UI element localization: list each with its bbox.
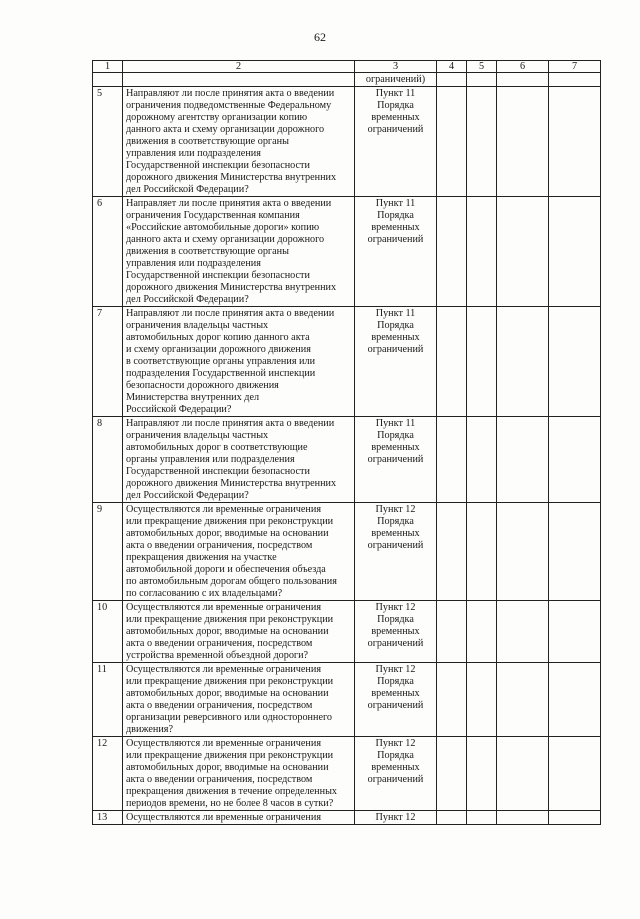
column-header: 3 [355, 61, 437, 73]
header-row [93, 61, 601, 73]
mark-cell [467, 307, 497, 417]
reference-cell: Пункт 12 Порядка временных ограничений [355, 663, 437, 737]
mark-cell [549, 73, 601, 87]
reference-cell: Пункт 11 Порядка временных ограничений [355, 197, 437, 307]
mark-cell [467, 73, 497, 87]
mark-cell [437, 811, 467, 825]
table-row [93, 811, 601, 825]
reference-cell: Пункт 11 Порядка временных ограничений [355, 87, 437, 197]
mark-cell [549, 601, 601, 663]
mark-cell [467, 811, 497, 825]
number-cell: 9 [93, 503, 123, 601]
table-row [93, 417, 601, 503]
table-row [93, 737, 601, 811]
question-cell: Осуществляются ли временные ограничения [123, 811, 355, 825]
mark-cell [497, 811, 549, 825]
mark-cell [497, 87, 549, 197]
number-cell: 12 [93, 737, 123, 811]
mark-cell [549, 197, 601, 307]
mark-cell [497, 197, 549, 307]
reference-cell: Пункт 11 Порядка временных ограничений [355, 307, 437, 417]
mark-cell [549, 811, 601, 825]
number-cell: 8 [93, 417, 123, 503]
question-cell: Направляют ли после принятия акта о введении ограничения владельцы частных автомобильных дорог копию данного акта и схему организации дорожного движения в соответствующие органы управления или подразделения Государственной инспекции безопасности дорожного движения Министерства внутренних дел Российской Федерации? [123, 307, 355, 417]
question-cell: Осуществляются ли временные ограничения или прекращение движения при реконструкции автомобильных дорог, вводимые на основании акта о введении ограничения, посредством устройства временной объездной дороги? [123, 601, 355, 663]
mark-cell [467, 197, 497, 307]
page-number: 62 [314, 30, 326, 44]
number-cell: 13 [93, 811, 123, 825]
mark-cell [549, 417, 601, 503]
reference-cell: Пункт 12 Порядка временных ограничений [355, 601, 437, 663]
question-cell [123, 73, 355, 87]
mark-cell [497, 307, 549, 417]
question-cell: Осуществляются ли временные ограничения или прекращение движения при реконструкции автомобильных дорог, вводимые на основании акта о введении ограничения, посредством организации реверсивного или одностороннего движения? [123, 663, 355, 737]
table-row [93, 601, 601, 663]
column-header: 1 [93, 61, 123, 73]
number-cell [93, 73, 123, 87]
table-row [93, 307, 601, 417]
mark-cell [467, 601, 497, 663]
mark-cell [437, 601, 467, 663]
reference-cell: Пункт 11 Порядка временных ограничений [355, 417, 437, 503]
column-header: 7 [549, 61, 601, 73]
mark-cell [467, 663, 497, 737]
table-row [93, 503, 601, 601]
reference-cell: Пункт 12 [355, 811, 437, 825]
mark-cell [437, 737, 467, 811]
mark-cell [437, 417, 467, 503]
mark-cell [497, 737, 549, 811]
column-header: 4 [437, 61, 467, 73]
mark-cell [549, 663, 601, 737]
reference-cell: Пункт 12 Порядка временных ограничений [355, 737, 437, 811]
mark-cell [467, 737, 497, 811]
checklist-table [92, 60, 601, 825]
column-header: 2 [123, 61, 355, 73]
table-body [93, 61, 601, 825]
number-cell: 11 [93, 663, 123, 737]
column-header: 6 [497, 61, 549, 73]
mark-cell [497, 601, 549, 663]
mark-cell [467, 417, 497, 503]
mark-cell [497, 73, 549, 87]
mark-cell [497, 663, 549, 737]
table-row [93, 197, 601, 307]
question-cell: Направляет ли после принятия акта о введении ограничения Государственная компания «Российские автомобильные дороги» копию данного акта и схему организации дорожного движения в соответствующие органы управления или подразделения Государственной инспекции безопасности дорожного движения Министерства внутренних дел Российской Федерации? [123, 197, 355, 307]
mark-cell [497, 417, 549, 503]
mark-cell [549, 503, 601, 601]
mark-cell [437, 87, 467, 197]
number-cell: 10 [93, 601, 123, 663]
mark-cell [467, 87, 497, 197]
column-header: 5 [467, 61, 497, 73]
reference-cell: Пункт 12 Порядка временных ограничений [355, 503, 437, 601]
number-cell: 7 [93, 307, 123, 417]
mark-cell [497, 503, 549, 601]
mark-cell [437, 663, 467, 737]
question-cell: Осуществляются ли временные ограничения или прекращение движения при реконструкции автомобильных дорог, вводимые на основании акта о введении ограничения, посредством прекращения движения на участке автомобильной дороги и обеспечения объезда по автомобильным дорогам общего пользования по согласованию с их владельцами? [123, 503, 355, 601]
mark-cell [437, 197, 467, 307]
mark-cell [437, 73, 467, 87]
number-cell: 6 [93, 197, 123, 307]
mark-cell [437, 307, 467, 417]
reference-cell: ограничений) [355, 73, 437, 87]
mark-cell [549, 307, 601, 417]
mark-cell [467, 503, 497, 601]
number-cell: 5 [93, 87, 123, 197]
question-cell: Осуществляются ли временные ограничения или прекращение движения при реконструкции автомобильных дорог, вводимые на основании акта о введении ограничения, посредством прекращения движения в течение определенных периодов времени, но не более 8 часов в сутки? [123, 737, 355, 811]
mark-cell [549, 87, 601, 197]
table-row [93, 663, 601, 737]
continued-row [93, 73, 601, 87]
mark-cell [437, 503, 467, 601]
table-row [93, 87, 601, 197]
mark-cell [549, 737, 601, 811]
question-cell: Направляют ли после принятия акта о введении ограничения подведомственные Федеральному дорожному агентству организации копию данного акта и схему организации дорожного движения в соответствующие органы управления или подразделения Государственной инспекции безопасности дорожного движения Министерства внутренних дел Российской Федерации? [123, 87, 355, 197]
question-cell: Направляют ли после принятия акта о введении ограничения владельцы частных автомобильных дорог в соответствующие органы управления или подразделения Государственной инспекции безопасности дорожного движения Министерства внутренних дел Российской Федерации? [123, 417, 355, 503]
